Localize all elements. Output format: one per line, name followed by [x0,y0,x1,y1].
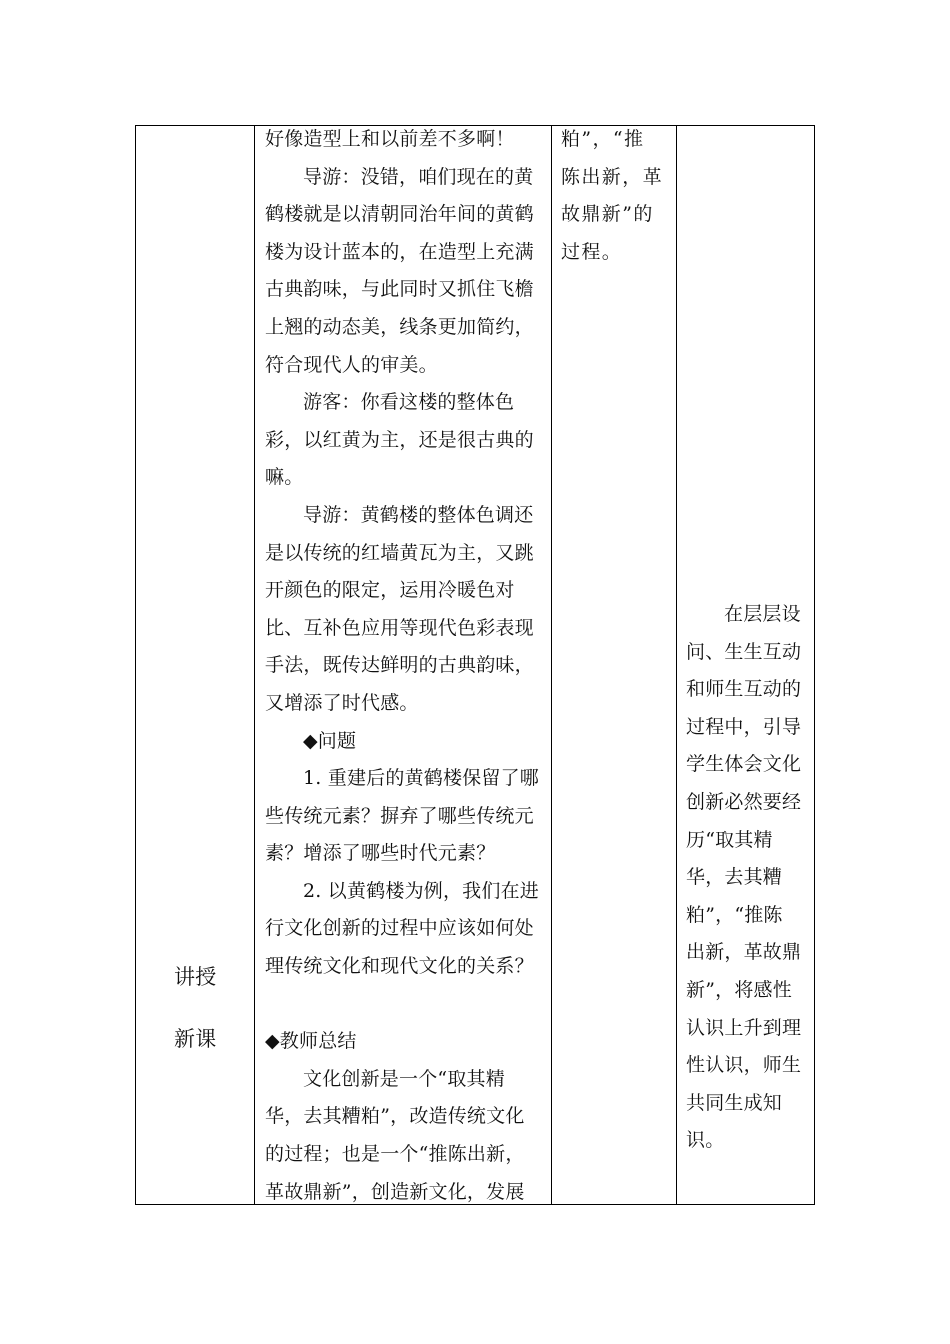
notes-line: 识。 [686,1129,725,1152]
notes-line: 性认识，师生 [686,1054,802,1077]
stage-cell [136,126,254,1204]
content-line: 文化创新是一个“取其精 [303,1067,505,1090]
content-line: 楼为设计蓝本的，在造型上充满 [265,240,534,263]
content-line: 2. 以黄鹤楼为例，我们在进 [303,879,539,902]
content-line [265,986,551,1024]
content-line: 手法，既传达鲜明的古典韵味， [265,654,534,677]
content-line: 导游：没错，咱们现在的黄 [303,165,534,188]
content-line: 好像造型上和以前差不多啊！ [265,128,515,150]
content-line: 的过程；也是一个“推陈出新， [265,1143,525,1166]
content-line: 鹤楼就是以清朝同治年间的黄鹤 [265,203,534,226]
notes-line: 共同生成知 [686,1091,783,1114]
content-line: ◆问题 [303,729,357,752]
notes-line: 问、生生互动 [686,640,802,663]
stage-label-line-1: 讲授 [174,965,217,989]
content-line: 1. 重建后的黄鹤楼保留了哪 [303,767,539,790]
notes-line: 历“取其精 [686,828,773,851]
content-line: 符合现代人的审美。 [265,353,438,376]
notes-line: 在层层设 [724,603,801,625]
content-line: 上翘的动态美，线条更加简约， [265,315,534,338]
notes-line: 新”，将感性 [686,978,792,1001]
content-line: 比、互补色应用等现代色彩表现 [265,616,534,639]
content-line: 些传统元素？摒弃了哪些传统元 [265,804,534,827]
intent-line: 过程。 [561,240,623,263]
notes-line: 学生体会文化 [686,753,802,776]
content-line: 开颜色的限定，运用冷暖色对 [265,579,515,602]
notes-line: 和师生互动的 [686,678,802,701]
content-line: 行文化创新的过程中应该如何处 [265,917,534,940]
content-line: 华，去其糟粕”，改造传统文化 [265,1105,525,1128]
content-cell [255,126,551,1204]
notes-line: 华，去其糟 [686,866,783,889]
content-line: 素？增添了哪些时代元素？ [265,842,496,865]
notes-line: 创新必然要经 [686,790,802,813]
notes-text [686,596,816,1160]
content-line: 古典韵味，与此同时又抓住飞檐 [265,278,534,301]
notes-line: 粕”，“推陈 [686,903,783,926]
intent-line: 陈出新，革 [561,165,664,188]
content-text [265,121,551,1211]
notes-line: 认识上升到理 [686,1016,802,1039]
notes-line: 过程中，引导 [686,715,802,738]
content-line: ◆教师总结 [265,1030,357,1053]
content-line: 导游：黄鹤楼的整体色调还 [303,503,534,526]
intent-line: 故鼎新”的 [561,203,654,226]
content-line: 理传统文化和现代文化的关系？ [265,955,534,978]
notes-cell [677,126,816,1204]
intent-cell [552,126,676,1204]
content-line: 革故鼎新”，创造新文化，发展 [265,1180,525,1203]
content-line: 嘛。 [265,466,304,489]
stage-label-line-2: 新课 [174,1027,217,1051]
content-line: 是以传统的红墙黄瓦为主，又跳 [265,541,534,564]
content-line: 又增添了时代感。 [265,691,419,714]
lesson-plan-table [135,125,815,1205]
content-line: 游客：你看这楼的整体色 [303,391,515,414]
content-line: 彩，以红黄为主，还是很古典的 [265,428,534,451]
notes-line: 出新，革故鼎 [686,941,802,964]
intent-text [561,121,676,271]
intent-line: 粕”，“推 [561,128,645,150]
